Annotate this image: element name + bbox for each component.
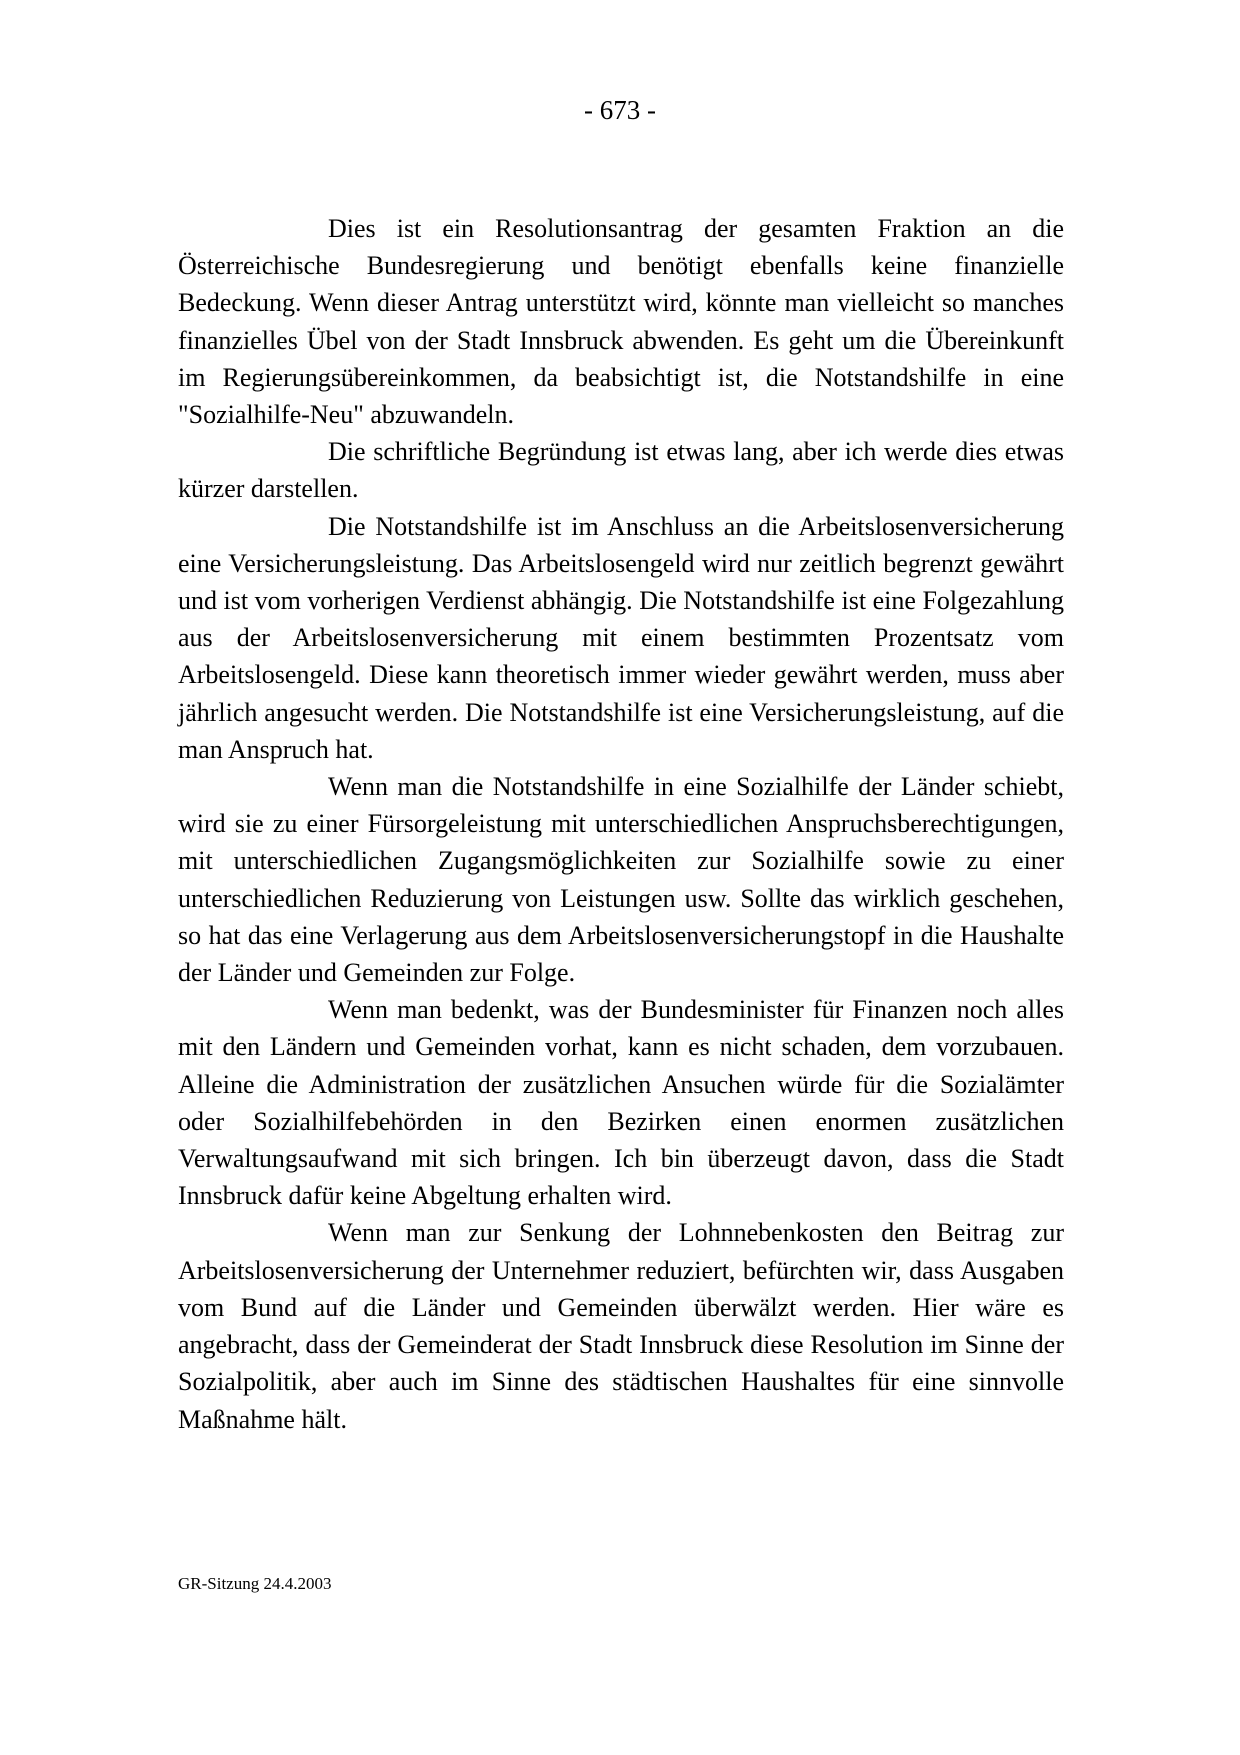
paragraph-conclusion: Wenn man zur Senkung der Lohnnebenkosten den Beitrag zur Arbeitslosenversicherung der Unternehmer reduziert, befürchten wir, dass Ausgaben vom Bund auf die Länder und Gemeinden überwälzt werden. Hier wäre es angebracht, dass der Gemeinderat der Stadt Innsbruck diese Resolution im Sinne der Sozialpolitik, aber auch im Sinne des städtischen Haushaltes für eine sinnvolle Maßnahme hält. bbox=[178, 1218, 1064, 1434]
body-text bbox=[178, 210, 1064, 1438]
paragraph-resolution-intro: Dies ist ein Resolutionsantrag der gesamten Fraktion an die Österreichische Bundesregierung und benötigt ebenfalls keine finanzielle Bedeckung. Wenn dieser Antrag unterstützt wird, könnte man vielleicht so manches finanzielles Übel von der Stadt Innsbruck abwenden. Es geht um die Übereinkunft im Regierungsübereinkommen, da beabsichtigt ist, die Notstandshilfe in eine "Sozialhilfe-Neu" abzuwandeln. bbox=[178, 214, 1064, 430]
footer-session-label: GR-Sitzung 24.4.2003 bbox=[178, 1574, 332, 1593]
paragraph-social-aid-shift: Wenn man die Notstandshilfe in eine Sozialhilfe der Länder schiebt, wird sie zu einer Fürsorgeleistung mit unterschiedlichen Anspruchsberechtigungen, mit unterschiedlichen Zugangsmöglichkeiten zur Sozialhilfe sowie zu einer unterschiedlichen Reduzierung von Leistungen usw. Sollte das wirklich geschehen, so hat das eine Verlagerung aus dem Arbeitslosenversicherungstopf in die Haushalte der Länder und Gemeinden zur Folge. bbox=[178, 772, 1064, 988]
paragraph-finance-minister: Wenn man bedenkt, was der Bundesminister für Finanzen noch alles mit den Ländern und Gemeinden vorhat, kann es nicht schaden, dem vorzubauen. Alleine die Administration der zusätzlichen Ansuchen würde für die Sozialämter oder Sozialhilfebehörden in den Bezirken einen enormen zusätzlichen Verwaltungsaufwand mit sich bringen. Ich bin überzeugt davon, dass die Stadt Innsbruck dafür keine Abgeltung erhalten wird. bbox=[178, 995, 1064, 1211]
paragraph-written-justification: Die schriftliche Begründung ist etwas lang, aber ich werde dies etwas kürzer darstellen. bbox=[178, 437, 1064, 504]
page-number: - 673 - bbox=[584, 95, 656, 125]
paragraph-emergency-aid-definition: Die Notstandshilfe ist im Anschluss an die Arbeitslosenversicherung eine Versicherungsleistung. Das Arbeitslosengeld wird nur zeitlich begrenzt gewährt und ist vom vorherigen Verdienst abhängig. Die Notstandshilfe ist eine Folgezahlung aus der Arbeitslosenversicherung mit einem bestimmten Prozentsatz vom Arbeitslosengeld. Diese kann theoretisch immer wieder gewährt werden, muss aber jährlich angesucht werden. Die Notstandshilfe ist eine Versicherungsleistung, auf die man Anspruch hat. bbox=[178, 511, 1064, 764]
